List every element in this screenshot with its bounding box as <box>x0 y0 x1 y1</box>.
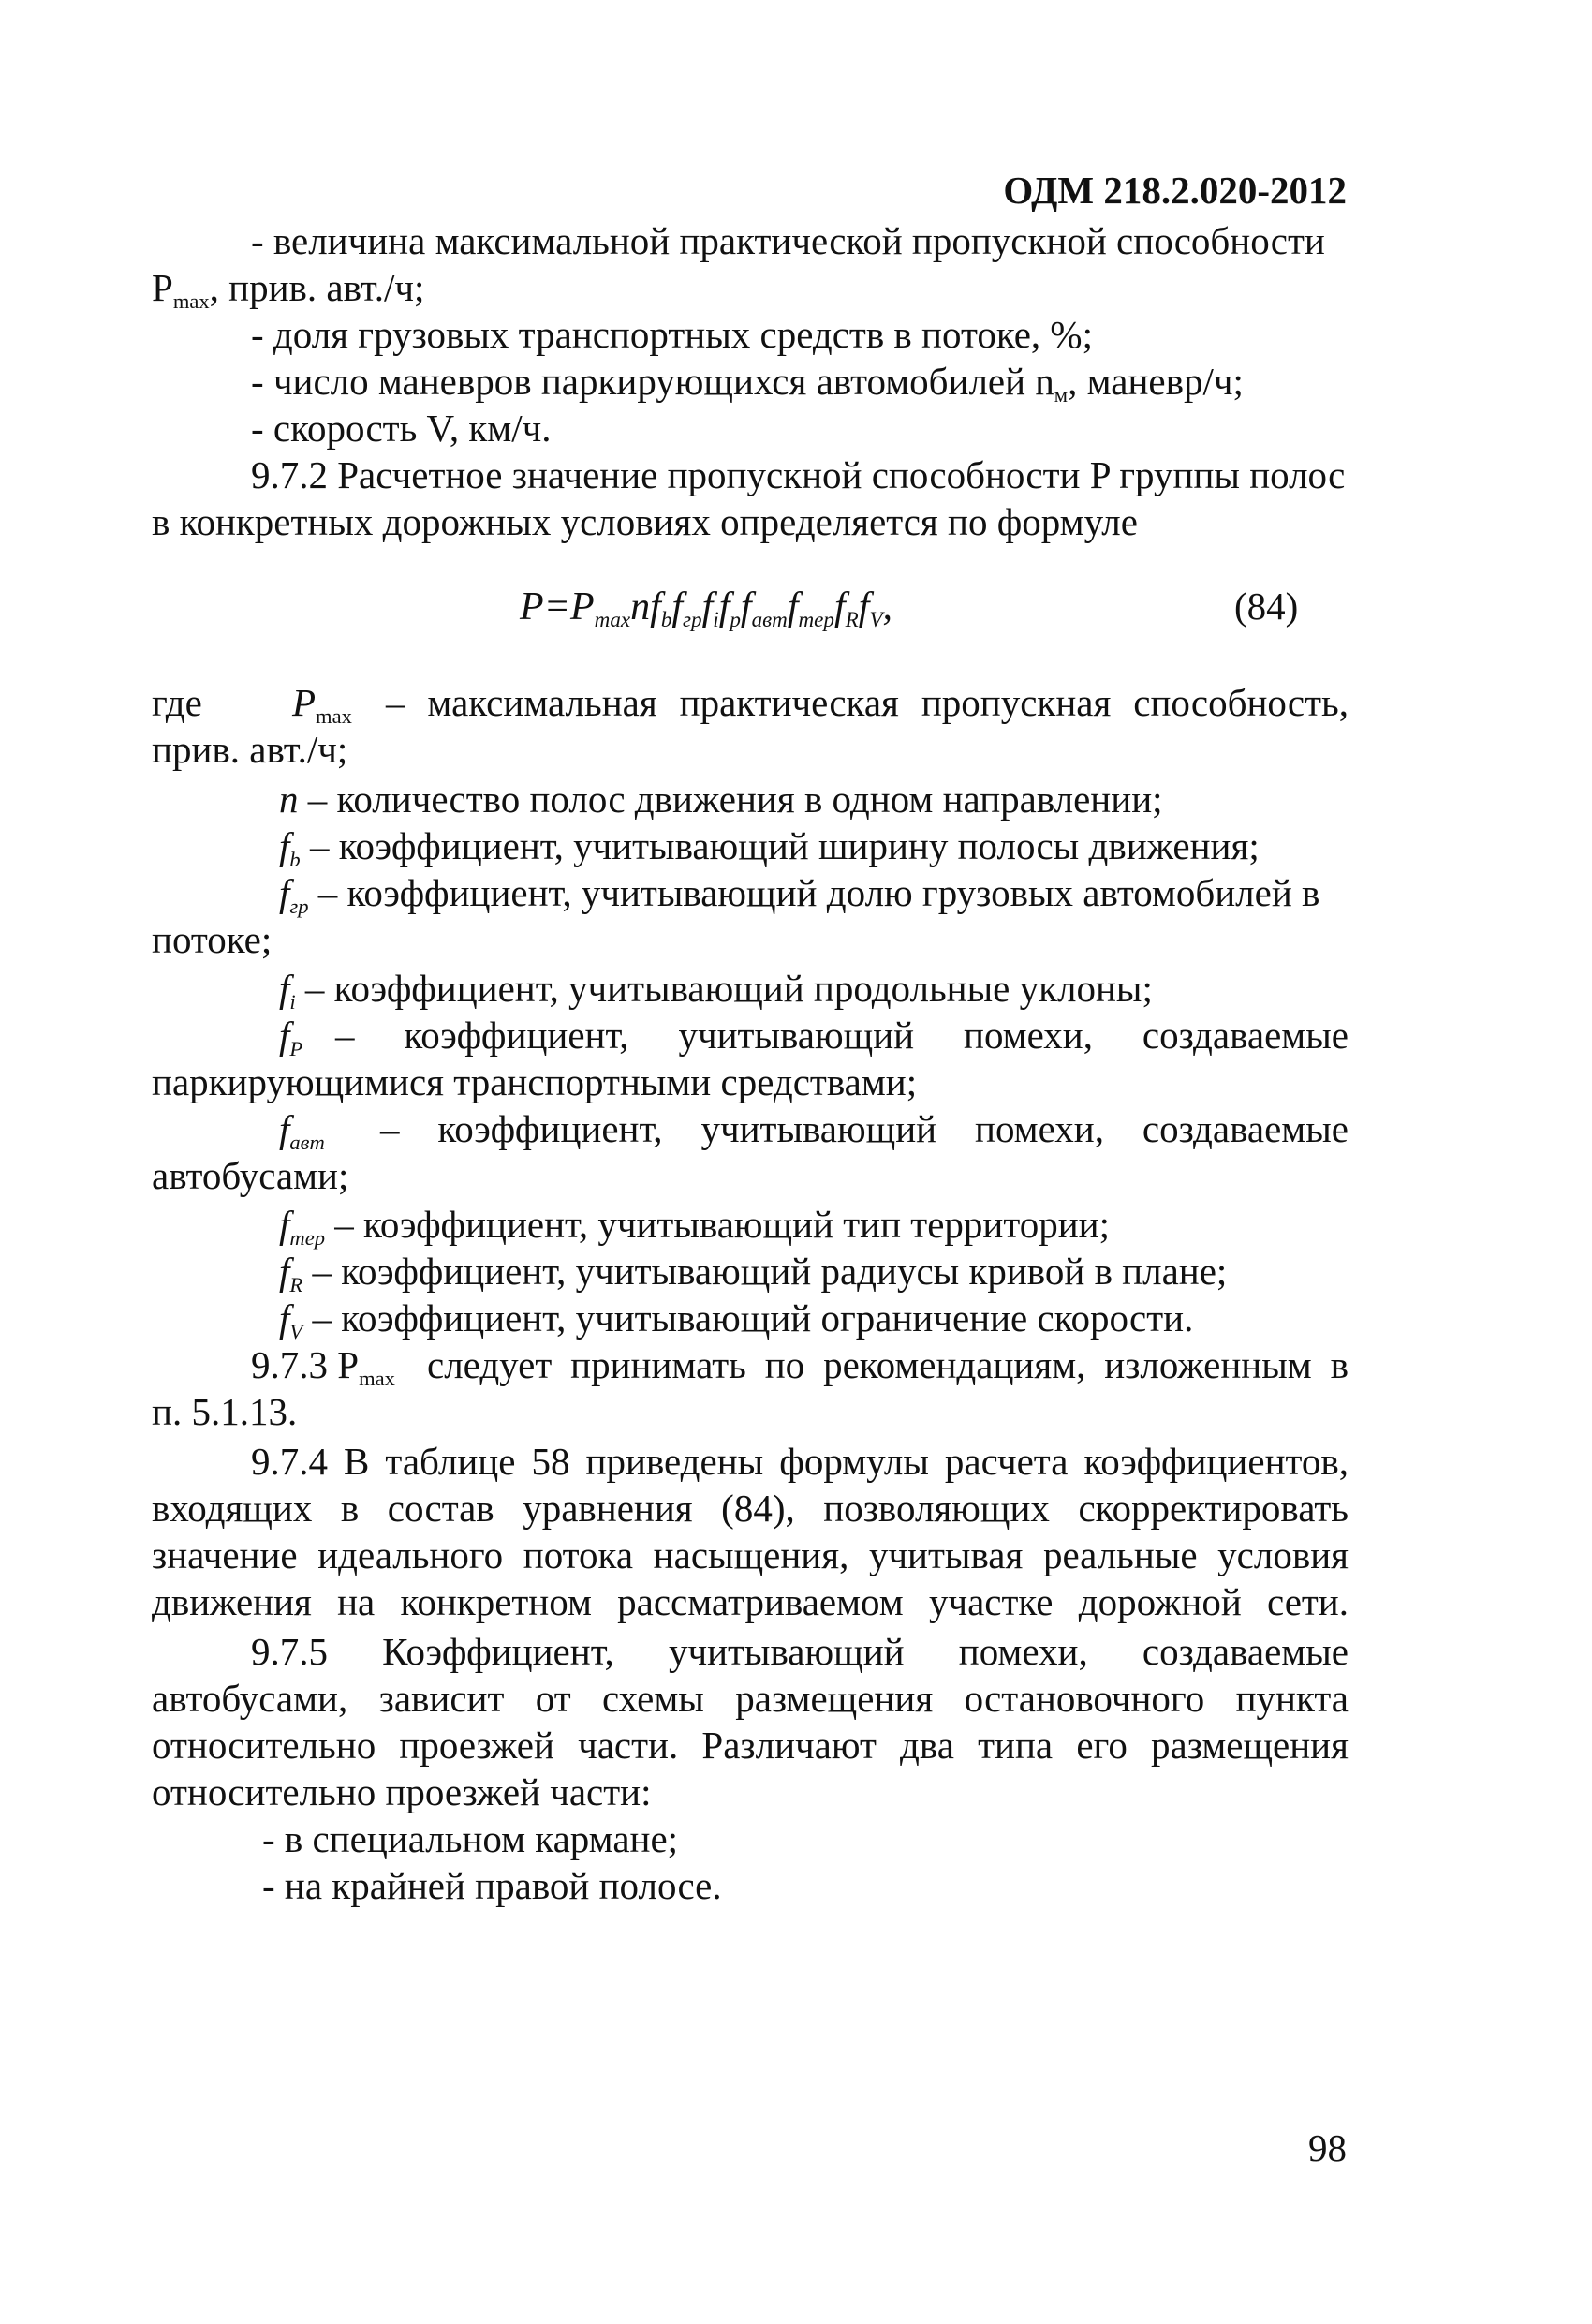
where-fR: $f_R$ – коэффициент, учитывающий радиусы кривой в плане; <box>279 1250 1228 1296</box>
where-n: n – количество полос движения в одном направлении; <box>279 777 1163 821</box>
list-item-maneuvers: - число маневров паркирующихся автомобилей $n_м$, маневр/ч; <box>251 360 1244 407</box>
paragraph-975-line4: относительно проезжей части: <box>152 1770 652 1813</box>
paragraph-975-line1: 9.7.5 Коэффициент, учитывающий помехи, создаваемые <box>251 1630 1349 1673</box>
paragraph-974-line3: значение идеального потока насыщения, учитывая реальные условия <box>152 1533 1349 1576</box>
paragraph-972-line2: в конкретных дорожных условиях определяется по формуле <box>152 500 1138 543</box>
list-item-pocket: - в специальном кармане; <box>262 1817 679 1860</box>
where-favt-cont: автобусами; <box>152 1154 349 1197</box>
where-label: где <box>152 681 202 724</box>
document-code-header: ОДМ 218.2.020-2012 <box>1003 169 1347 212</box>
where-fb: $f_b$ – коэффициент, учитывающий ширину полосы движения; <box>279 824 1260 871</box>
where-favt: $f_{авт}$ – коэффициент, учитывающий помехи, создаваемые <box>279 1107 1349 1154</box>
pmax-symbol: P <box>152 266 173 309</box>
paragraph-974-line2: входящих в состав уравнения (84), позволяющих скорректировать <box>152 1487 1349 1530</box>
page-number: 98 <box>1308 2126 1347 2169</box>
where-fgr-cont: потоке; <box>152 918 273 961</box>
list-item-trucks: - доля грузовых транспортных средств в потоке, %; <box>251 313 1093 356</box>
pmax-subscript: max <box>172 289 210 313</box>
where-fi: $f_i$ – коэффициент, учитывающий продольные уклоны; <box>279 967 1153 1014</box>
paragraph-974-line4: движения на конкретном рассматриваемом участке дорожной сети. <box>152 1580 1349 1623</box>
paragraph-974-line1: 9.7.4 В таблице 58 приведены формулы расчета коэффициентов, <box>251 1440 1349 1483</box>
paragraph-973-line1: 9.7.3 $P_{max}$ следует принимать по рекомендациям, изложенным в <box>251 1343 1349 1390</box>
formula-84: $P=P_{max}nf_bf_{гр}f_if_pf_{авт}f_{тер}f_Rf_V$, <box>520 585 893 632</box>
where-pmax-line: $P_{max}$ – максимальная практическая пропускная способность, <box>292 681 1349 728</box>
paragraph-975-line2: автобусами, зависит от схемы размещения остановочного пункта <box>152 1677 1349 1720</box>
paragraph-975-line3: относительно проезжей части. Различают два типа его размещения <box>152 1724 1349 1767</box>
list-item-pmax-line2 <box>152 264 424 315</box>
pmax-unit: , прив. авт./ч; <box>209 266 425 309</box>
formula-number: (84) <box>1234 585 1299 628</box>
where-fp-cont: паркирующимися транспортными средствами; <box>152 1060 918 1103</box>
list-item-pmax-line1: - величина максимальной практической пропускной способности <box>251 219 1325 262</box>
where-fgr: $f_{гр}$ – коэффициент, учитывающий долю грузовых автомобилей в <box>279 871 1320 918</box>
paragraph-973-line2: п. 5.1.13. <box>152 1390 298 1433</box>
where-fp: $f_P$ – коэффициент, учитывающий помехи, создаваемые <box>279 1014 1349 1060</box>
where-fV: $f_V$ – коэффициент, учитывающий ограничение скорости. <box>279 1296 1194 1343</box>
list-item-speed: - скорость V, км/ч. <box>251 407 552 450</box>
paragraph-972-line1: 9.7.2 Расчетное значение пропускной способности P группы полос <box>251 453 1346 496</box>
where-pmax-cont: прив. авт./ч; <box>152 728 348 771</box>
where-fter: $f_{тер}$ – коэффициент, учитывающий тип территории; <box>279 1203 1111 1250</box>
list-item-right-lane: - на крайней правой полосе. <box>262 1864 722 1907</box>
